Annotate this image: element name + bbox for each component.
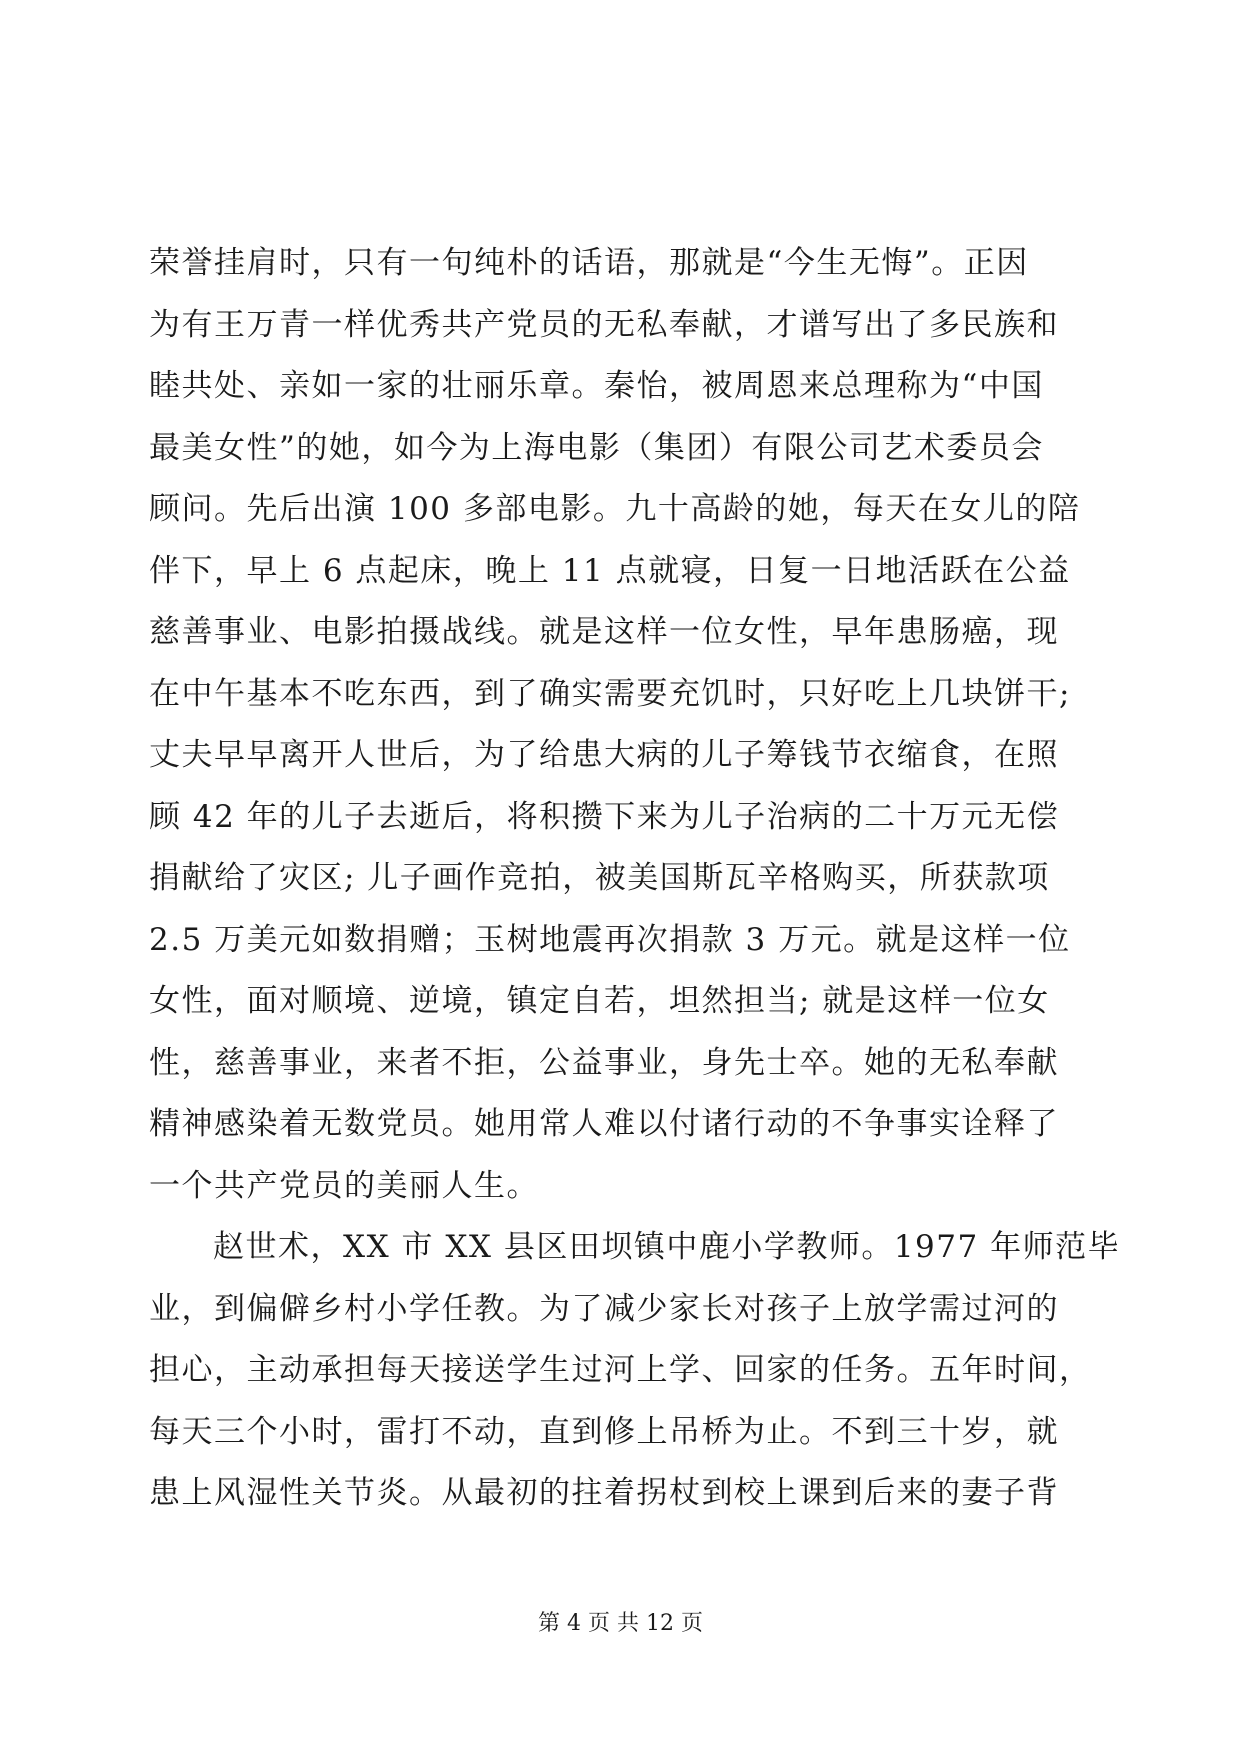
text-line: 最美女性”的她，如今为上海电影（集团）有限公司艺术委员会: [149, 429, 1044, 466]
text-line: 顾 42 年的儿子去逝后，将积攒下来为儿子治病的二十万元无偿: [149, 798, 1060, 835]
text-line: 每天三个小时，雷打不动，直到修上吊桥为止。不到三十岁，就: [149, 1413, 1059, 1450]
text-line: 慈善事业、电影拍摄战线。就是这样一位女性，早年患肠癌，现: [149, 614, 1059, 650]
text-line: 荣誉挂肩时，只有一句纯朴的话语，那就是“今生无悔”。正因: [149, 245, 1029, 281]
text-line: 伴下，早上 6 点起床，晚上 11 点就寝，日复一日地活跃在公益: [149, 552, 1071, 589]
text-line: 一个共产党员的美丽人生。: [149, 1167, 539, 1204]
text-line: 顾问。先后出演 100 多部电影。九十高龄的她，每天在女儿的陪: [149, 491, 1081, 527]
paragraph-start-line: 赵世术，XX 市 XX 县区田坝镇中鹿小学教师。1977 年师范毕: [213, 1229, 1121, 1265]
text-line: 性，慈善事业，来者不拒，公益事业，身先士卒。她的无私奉献: [149, 1044, 1059, 1081]
page-footer: 第 4 页 共 12 页: [538, 1611, 703, 1636]
text-line: 2.5 万美元如数捐赠；玉树地震再次捐款 3 万元。就是这样一位: [149, 921, 1071, 958]
text-line: 精神感染着无数党员。她用常人难以付诸行动的不争事实诠释了: [149, 1106, 1059, 1142]
text-line: 为有王万青一样优秀共产党员的无私奉献，才谱写出了多民族和: [149, 306, 1059, 343]
text-line: 丈夫早早离开人世后，为了给患大病的儿子筹钱节衣缩食，在照: [149, 737, 1059, 773]
text-line: 睦共处、亲如一家的壮丽乐章。秦怡，被周恩来总理称为“中国: [149, 368, 1044, 404]
text-line: 患上风湿性关节炎。从最初的拄着拐杖到校上课到后来的妻子背: [149, 1475, 1059, 1511]
body-text: [149, 233, 1121, 1525]
text-line: 担心，主动承担每天接送学生过河上学、回家的任务。五年时间，: [149, 1352, 1092, 1388]
text-line: 在中午基本不吃东西，到了确实需要充饥时，只好吃上几块饼干;: [149, 675, 1071, 712]
text-line: 女性，面对顺境、逆境，镇定自若，坦然担当; 就是这样一位女: [149, 983, 1050, 1019]
text-line: 业，到偏僻乡村小学任教。为了减少家长对孩子上放学需过河的: [149, 1290, 1059, 1327]
text-line: 捐献给了灾区; 儿子画作竞拍，被美国斯瓦辛格购买，所获款项: [149, 860, 1050, 896]
